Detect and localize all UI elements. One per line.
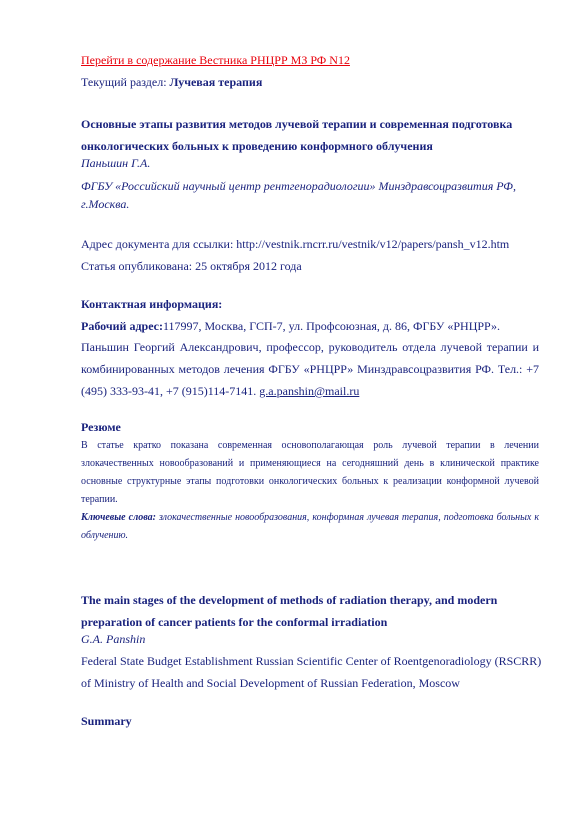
document-url: Адрес документа для ссылки: http://vestnik.rncrr.ru/vestnik/v12/papers/pansh_v12.htm xyxy=(81,237,510,251)
current-section-name: Лучевая терапия xyxy=(169,75,263,89)
email-link[interactable]: g.a.panshin@mail.ru xyxy=(259,384,360,398)
affiliation-ru-line1: ФГБУ «Российский научный центр рентгенорадиологии» Минздравсоцразвития РФ, xyxy=(81,179,516,193)
author-ru: Паньшин Г.А. xyxy=(81,156,151,170)
affiliation-en-line1: Federal State Budget Establishment Russian Scientific Center of Roentgenoradiology (RSCRR) xyxy=(81,654,542,668)
contact-heading: Контактная информация: xyxy=(81,297,223,311)
work-address-value: 117997, Москва, ГСП-7, ул. Профсоюзная, д. 86, ФГБУ «РНЦРР». xyxy=(163,319,501,333)
article-title-en xyxy=(81,589,539,633)
contact-person-text: Паньшин Георгий Александрович, профессор, руководитель отдела лучевой терапии и комбинированных методов лечения ФГБУ «РНЦРР» Минздравсоцразвития РФ. Тел.: +7 (495) 333-93-41, +7 (915)114-7141. xyxy=(81,340,539,398)
back-to-contents-link[interactable]: Перейти в содержание Вестника РНЦРР МЗ РФ N12 xyxy=(81,53,350,67)
published-date: Статья опубликована: 25 октября 2012 года xyxy=(81,259,302,273)
summary-ru-text: В статье кратко показана современная основополагающая роль лучевой терапии в лечении злокачественных новообразований и применяющиеся на сегодняшний день в клинической практике основные структурные этапы подготовки онкологических больных к реализации конформной лучевой терапии. xyxy=(81,440,539,505)
current-section-label: Текущий раздел: xyxy=(81,75,170,89)
article-title-ru xyxy=(81,113,539,157)
keywords-ru xyxy=(81,509,539,545)
article-title-en-line2: preparation of cancer patients for the conformal irradiation xyxy=(81,615,388,629)
contact-person xyxy=(81,336,539,402)
keywords-label: Ключевые слова: xyxy=(81,512,156,523)
article-title-en-line1: The main stages of the development of methods of radiation therapy, and modern xyxy=(81,593,498,607)
article-title-ru-line2: онкологических больных к проведению конформного облучения xyxy=(81,139,433,153)
work-address xyxy=(81,319,500,333)
affiliation-ru-line2: г.Москва. xyxy=(81,197,130,211)
affiliation-ru xyxy=(81,177,539,213)
affiliation-en-line2: of Ministry of Health and Social Development of Russian Federation, Moscow xyxy=(81,676,460,690)
current-section xyxy=(81,75,262,89)
author-en: G.A. Panshin xyxy=(81,632,146,646)
summary-en-heading: Summary xyxy=(81,714,132,728)
article-title-ru-line1: Основные этапы развития методов лучевой терапии и современная подготовка xyxy=(81,117,513,131)
work-address-label: Рабочий адрес: xyxy=(81,319,163,333)
summary-ru-heading: Резюме xyxy=(81,420,121,434)
keywords-text: злокачественные новообразования, конформная лучевая терапия, подготовка больных к облучению. xyxy=(81,512,540,541)
